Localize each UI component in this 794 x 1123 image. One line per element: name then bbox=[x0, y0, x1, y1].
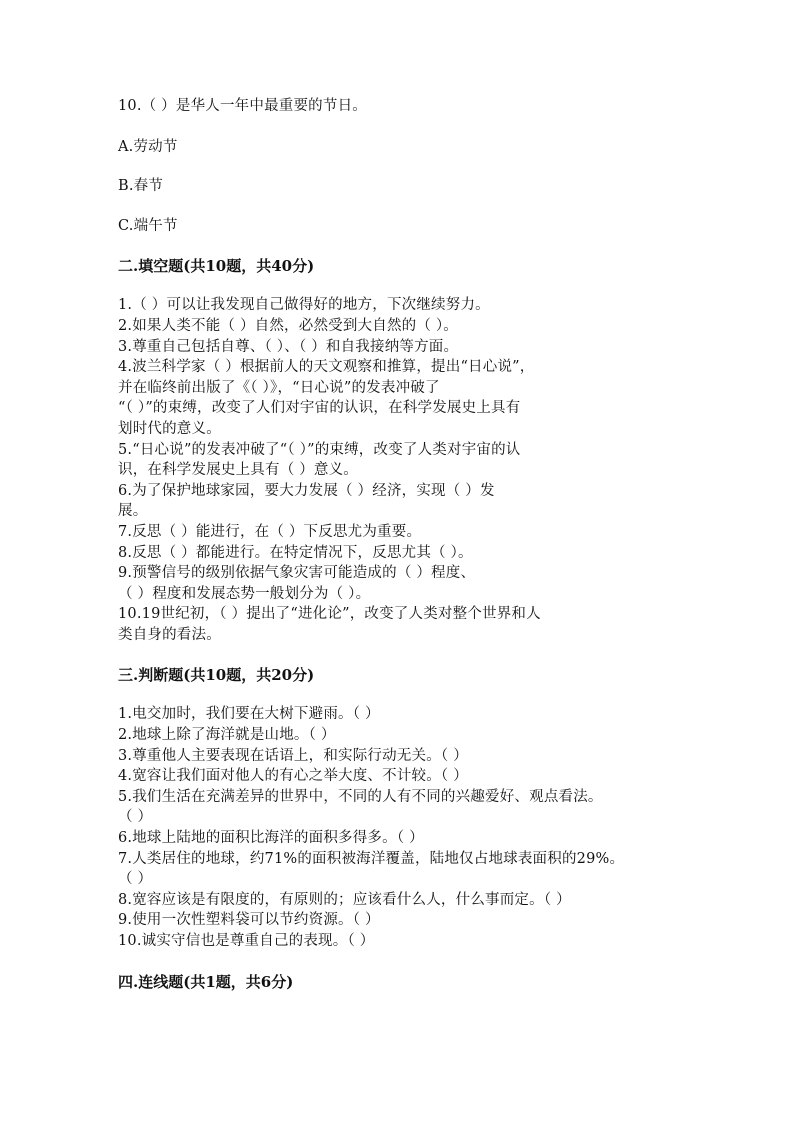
fill-section-heading: 二.填空题(共10题，共40分) bbox=[118, 257, 315, 276]
fill-line: （ ）程度和发展态势一般划分为（ ）。 bbox=[118, 585, 371, 602]
question-10-choice: 10.（ ）是华人一年中最重要的节日。 bbox=[118, 98, 367, 114]
judge-line: 8.宽容应该是有限度的，有原则的；应该看什么人，什么事而定。（ ） bbox=[118, 891, 571, 908]
judge-line: 7.人类居住的地球，约71%的面积被海洋覆盖，陆地仅占地球表面积的29%。 bbox=[118, 850, 625, 867]
fill-line: 7.反思（ ）能进行，在（ ）下反思尤为重要。 bbox=[118, 523, 422, 540]
judge-line: 6.地球上陆地的面积比海洋的面积多得多。（ ） bbox=[118, 830, 424, 847]
judge-line: 4.宽容让我们面对他人的有心之举大度、不计较。（ ） bbox=[118, 768, 468, 785]
fill-line: 3.尊重自己包括自尊、（ ）、（ ）和自我接纳等方面。 bbox=[118, 338, 459, 355]
fill-line: 识，在科学发展史上具有（ ）意义。 bbox=[118, 462, 359, 479]
judge-line: 5.我们生活在充满差异的世界中，不同的人有不同的兴趣爱好、观点看法。 bbox=[118, 788, 603, 805]
fill-line: 6.为了保护地球家园，要大力发展（ ）经济，实现（ ）发 bbox=[118, 482, 495, 499]
judge-line: 3.尊重他人主要表现在话语上，和实际行动无关。（ ） bbox=[118, 747, 468, 764]
judge-section-heading: 三.判断题(共10题，共20分) bbox=[118, 666, 315, 685]
fill-line: “（ ）”的束缚，改变了人们对宇宙的认识，在科学发展史上具有 bbox=[118, 400, 521, 417]
fill-line: 1.（ ）可以让我发现自己做得好的地方，下次继续努力。 bbox=[118, 297, 490, 314]
fill-section-body bbox=[118, 295, 678, 645]
fill-line: 8.反思（ ）都能进行。在特定情况下，反思尤其（ ）。 bbox=[118, 544, 473, 561]
judge-line: 9.使用一次性塑料袋可以节约资源。（ ） bbox=[118, 912, 380, 929]
option-a: A.劳动节 bbox=[118, 138, 178, 155]
judge-line: 1.电交加时，我们要在大树下避雨。（ ） bbox=[118, 706, 380, 723]
fill-line: 10.19世纪初，（ ）提出了“进化论”，改变了人类对整个世界和人 bbox=[118, 606, 541, 623]
judge-line: 2.地球上除了海洋就是山地。（ ） bbox=[118, 727, 336, 744]
judge-line: （ ） bbox=[118, 871, 153, 888]
fill-line: 并在临终前出版了《（ ）》，“日心说”的发表冲破了 bbox=[118, 379, 440, 396]
fill-line: 展。 bbox=[118, 503, 148, 520]
fill-line: 划时代的意义。 bbox=[118, 420, 221, 437]
fill-line: 5.“日心说”的发表冲破了“（ ）”的束缚，改变了人类对宇宙的认 bbox=[118, 441, 521, 458]
judge-line: 10.诚实守信也是尊重自己的表现。（ ） bbox=[118, 933, 375, 949]
option-b: B.春节 bbox=[118, 178, 164, 195]
option-c: C.端午节 bbox=[118, 217, 178, 234]
fill-line: 4.波兰科学家（ ）根据前人的天文观察和推算，提出“日心说”， bbox=[118, 359, 535, 376]
exam-page bbox=[118, 96, 678, 1011]
fill-line: 2.如果人类不能（ ）自然，必然受到大自然的（ ）。 bbox=[118, 317, 459, 334]
fill-line: 类自身的看法。 bbox=[118, 626, 221, 643]
judge-line: （ ） bbox=[118, 809, 153, 826]
match-section-heading: 四.连线题(共1题，共6分) bbox=[118, 972, 294, 991]
fill-line: 9.预警信号的级别依据气象灾害可能造成的（ ）程度、 bbox=[118, 565, 476, 582]
judge-section-body bbox=[118, 704, 678, 951]
